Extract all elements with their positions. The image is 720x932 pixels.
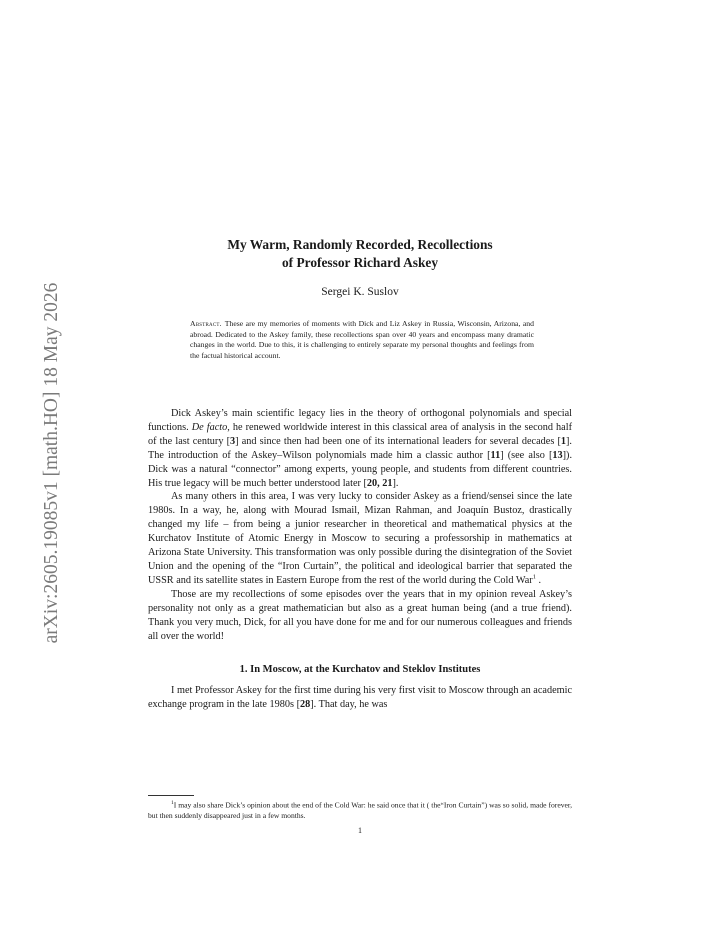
section-heading: 1. In Moscow, at the Kurchatov and Steklov Institutes [239,664,481,675]
footnote-number: 1 [171,800,174,806]
citation-ref[interactable]: 11 [490,449,501,461]
footnote-text: I may also share Dick’s opinion about the end of the Cold War: he said once that it ( the“Iron Curtain”) was so solid, made forever, but then suddenly disappeared just in a few months. [148,800,572,821]
abstract [190,319,534,361]
paragraph-recollections: Those are my recollections of some episodes over the years that in my opinion reveal Askey’s personality not only as a great mathematician but also as a great human being (and a true friend). Thank you very much, Dick, for all you have done for me and for our numerous colleagues and friends all over the world! [148,588,572,642]
title-line-2: of Professor Richard Askey [281,254,439,270]
introduction-body [148,407,572,643]
paragraph-legacy: Dick Askey’s main scientific legacy lies in the theory of orthogonal polynomials and special functions. De facto, he renewed worldwide interest in this classical area of analysis in the second half of the last century [3] and since then had been one of its international leaders for several decades [1]. The introduction of the Askey–Wilson polynomials made him a classic author [11] (see also [13]). Dick was a natural “connector” among experts, young people, and students from different countries. His true legacy will be much better understood later [20, 21]. [148,408,573,489]
page-number: 1 [358,826,362,835]
citation-ref[interactable]: 28 [300,698,311,710]
section-1-body [148,684,572,712]
arxiv-identifier-stamp: arXiv:2605.19085v1 [math.HO] 18 May 2026 [41,282,62,644]
abstract-text: These are my memories of moments with Dick and Liz Askey in Russia, Wisconsin, Arizona, and abroad. Dedicated to the Askey family, these recollections span over 40 years and encompass many dramatic changes in the world. Due to this, it is challenging to entirely separate my personal thoughts and feelings from the factual historical account. [190,319,534,360]
paragraph-first-meeting: I met Professor Askey for the first time during his very first visit to Moscow through an academic exchange program in the late 1980s [28]. That day, he was [148,685,572,710]
emphasis-de-facto: De facto [191,421,228,433]
citation-ref[interactable]: 20, 21 [366,477,393,489]
footnote-marker[interactable]: 1 [532,573,536,581]
citation-ref[interactable]: 3 [230,435,236,447]
citation-ref[interactable]: 1 [560,435,566,447]
title-line-1: My Warm, Randomly Recorded, Recollections [227,237,493,252]
author-name: Sergei K. Suslov [321,286,399,298]
citation-ref[interactable]: 13 [552,449,563,461]
footnote-divider [148,795,194,796]
paper-title [150,236,570,271]
abstract-label: Abstract. [190,319,222,328]
paragraph-friendship: As many others in this area, I was very lucky to consider Askey as a friend/sensei since the late 1980s. In a way, he, along with Mourad Ismail, Mizan Rahman, and Joaquín Bustoz, drastically changed my life – from being a junior researcher in theoretical and mathematical physics at the Kurchatov Institute of Atomic Energy in Moscow to securing a professorship in mathematics at Arizona State University. This transformation was only possible during the disintegration of the Soviet Union and the opening of the “Iron Curtain”, the political and ideological barrier that separated the USSR and its satellite states in Eastern Europe from the rest of the world during the Cold War$^1$ . [148,491,572,586]
footnote [148,798,572,822]
